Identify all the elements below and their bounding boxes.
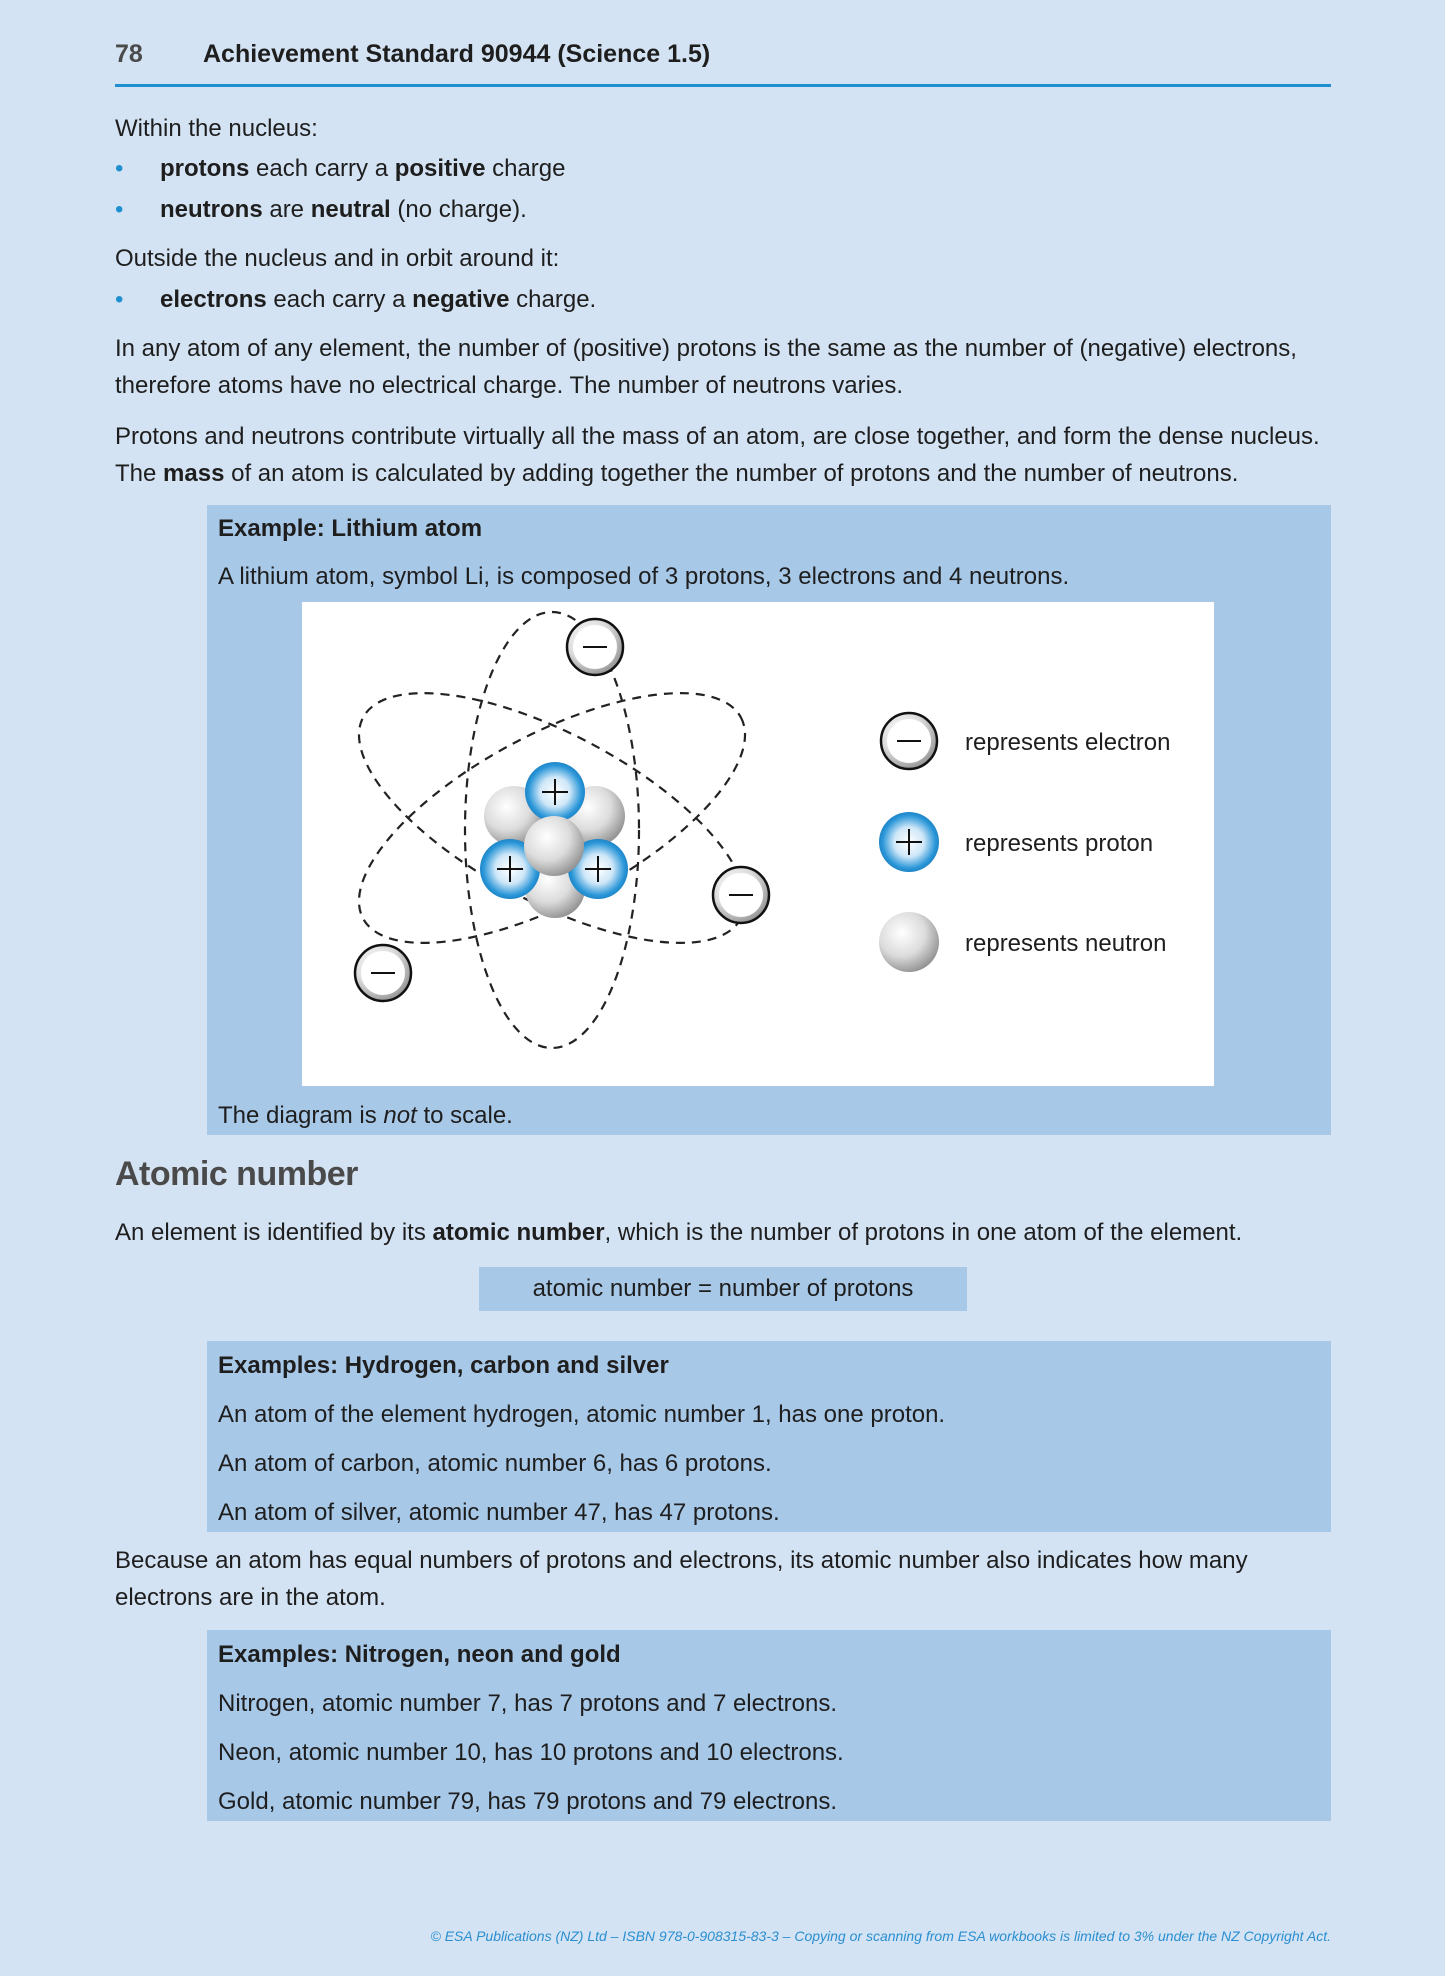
copyright-footer: © ESA Publications (NZ) Ltd – ISBN 978-0-908315-83-3 – Copying or scanning from ESA workbooks is limited to 3% under the NZ Copyright Act. <box>430 1928 1331 1944</box>
bullet-text: each carry a <box>266 286 413 313</box>
examples-box-nitrogen-neon-gold <box>207 1630 1331 1821</box>
paragraph-charge-line2: therefore atoms have no electrical charge. The number of neutrons varies. <box>115 372 903 399</box>
page-header <box>115 34 1331 87</box>
bullet-text: are <box>262 196 311 223</box>
bullet-dot-icon: • <box>115 155 124 182</box>
section-heading-atomic-number: Atomic number <box>115 1155 358 1193</box>
lithium-box-title: Example: Lithium atom <box>218 515 483 542</box>
example-line: An atom of carbon, atomic number 6, has 6 protons. <box>218 1450 772 1477</box>
example-line: Gold, atomic number 79, has 79 protons and 79 electrons. <box>218 1788 838 1815</box>
bullet-text: charge. <box>509 286 597 313</box>
bullet-term: neutral <box>310 196 391 223</box>
legend-electron-label: represents electron <box>965 729 1171 756</box>
examples-box-title: Examples: Nitrogen, neon and gold <box>218 1641 621 1668</box>
bullet-term: negative <box>412 286 510 313</box>
page-number: 78 <box>115 40 143 68</box>
legend-proton-icon <box>879 812 939 872</box>
bullet-term: neutrons <box>160 196 263 223</box>
neutron <box>524 816 584 876</box>
bullet-term: positive <box>394 155 486 182</box>
paragraph-charge-line1: In any atom of any element, the number of (positive) protons is the same as the number of (negative) electrons, <box>115 335 1297 362</box>
example-line: An atom of silver, atomic number 47, has 47 protons. <box>218 1499 780 1526</box>
because-paragraph-line2: electrons are in the atom. <box>115 1584 386 1611</box>
legend-proton-label: represents proton <box>965 830 1154 857</box>
lithium-box-text: A lithium atom, symbol Li, is composed of 3 protons, 3 electrons and 4 neutrons. <box>218 563 1070 590</box>
example-line: An atom of the element hydrogen, atomic number 1, has one proton. <box>218 1401 946 1428</box>
outside-nucleus-text: Outside the nucleus and in orbit around it: <box>115 245 560 272</box>
legend-electron-icon <box>881 713 937 769</box>
bullet-term: electrons <box>160 286 267 313</box>
diagram-scale-note: The diagram is not to scale. <box>218 1102 513 1129</box>
because-paragraph-line1: Because an atom has equal numbers of protons and electrons, its atomic number also indicates how many <box>115 1547 1248 1574</box>
legend <box>879 713 1170 972</box>
legend-neutron-label: represents neutron <box>965 930 1167 957</box>
examples-box-hydrogen-carbon-silver <box>207 1341 1331 1532</box>
example-line: Nitrogen, atomic number 7, has 7 protons and 7 electrons. <box>218 1690 838 1717</box>
nucleus <box>480 762 628 918</box>
atomic-number-formula: atomic number = number of protons <box>479 1267 967 1311</box>
example-line: Neon, atomic number 10, has 10 protons and 10 electrons. <box>218 1739 844 1766</box>
electron <box>567 619 623 675</box>
bullet-text: each carry a <box>249 155 395 182</box>
atom-diagram-svg <box>302 602 1214 1086</box>
bullet-dot-icon: • <box>115 196 124 223</box>
electron <box>713 867 769 923</box>
bullet-dot-icon: • <box>115 286 124 313</box>
bullet-text: (no charge). <box>390 196 527 223</box>
bullet-term: protons <box>160 155 250 182</box>
lithium-atom-diagram <box>302 602 1214 1086</box>
examples-box-title: Examples: Hydrogen, carbon and silver <box>218 1352 669 1379</box>
paragraph-mass-line1: Protons and neutrons contribute virtually all the mass of an atom, are close together, and form the dense nucleus. <box>115 423 1320 450</box>
paragraph-mass-line2: The mass of an atom is calculated by adding together the number of protons and the number of neutrons. <box>115 460 1239 487</box>
legend-neutron-icon <box>879 912 939 972</box>
header-title: Achievement Standard 90944 (Science 1.5) <box>203 40 711 68</box>
electron <box>355 945 411 1001</box>
atomic-number-definition: An element is identified by its atomic number, which is the number of protons in one atom of the element. <box>115 1219 1243 1246</box>
within-nucleus-text: Within the nucleus: <box>115 115 318 142</box>
bullet-text: charge <box>485 155 566 182</box>
